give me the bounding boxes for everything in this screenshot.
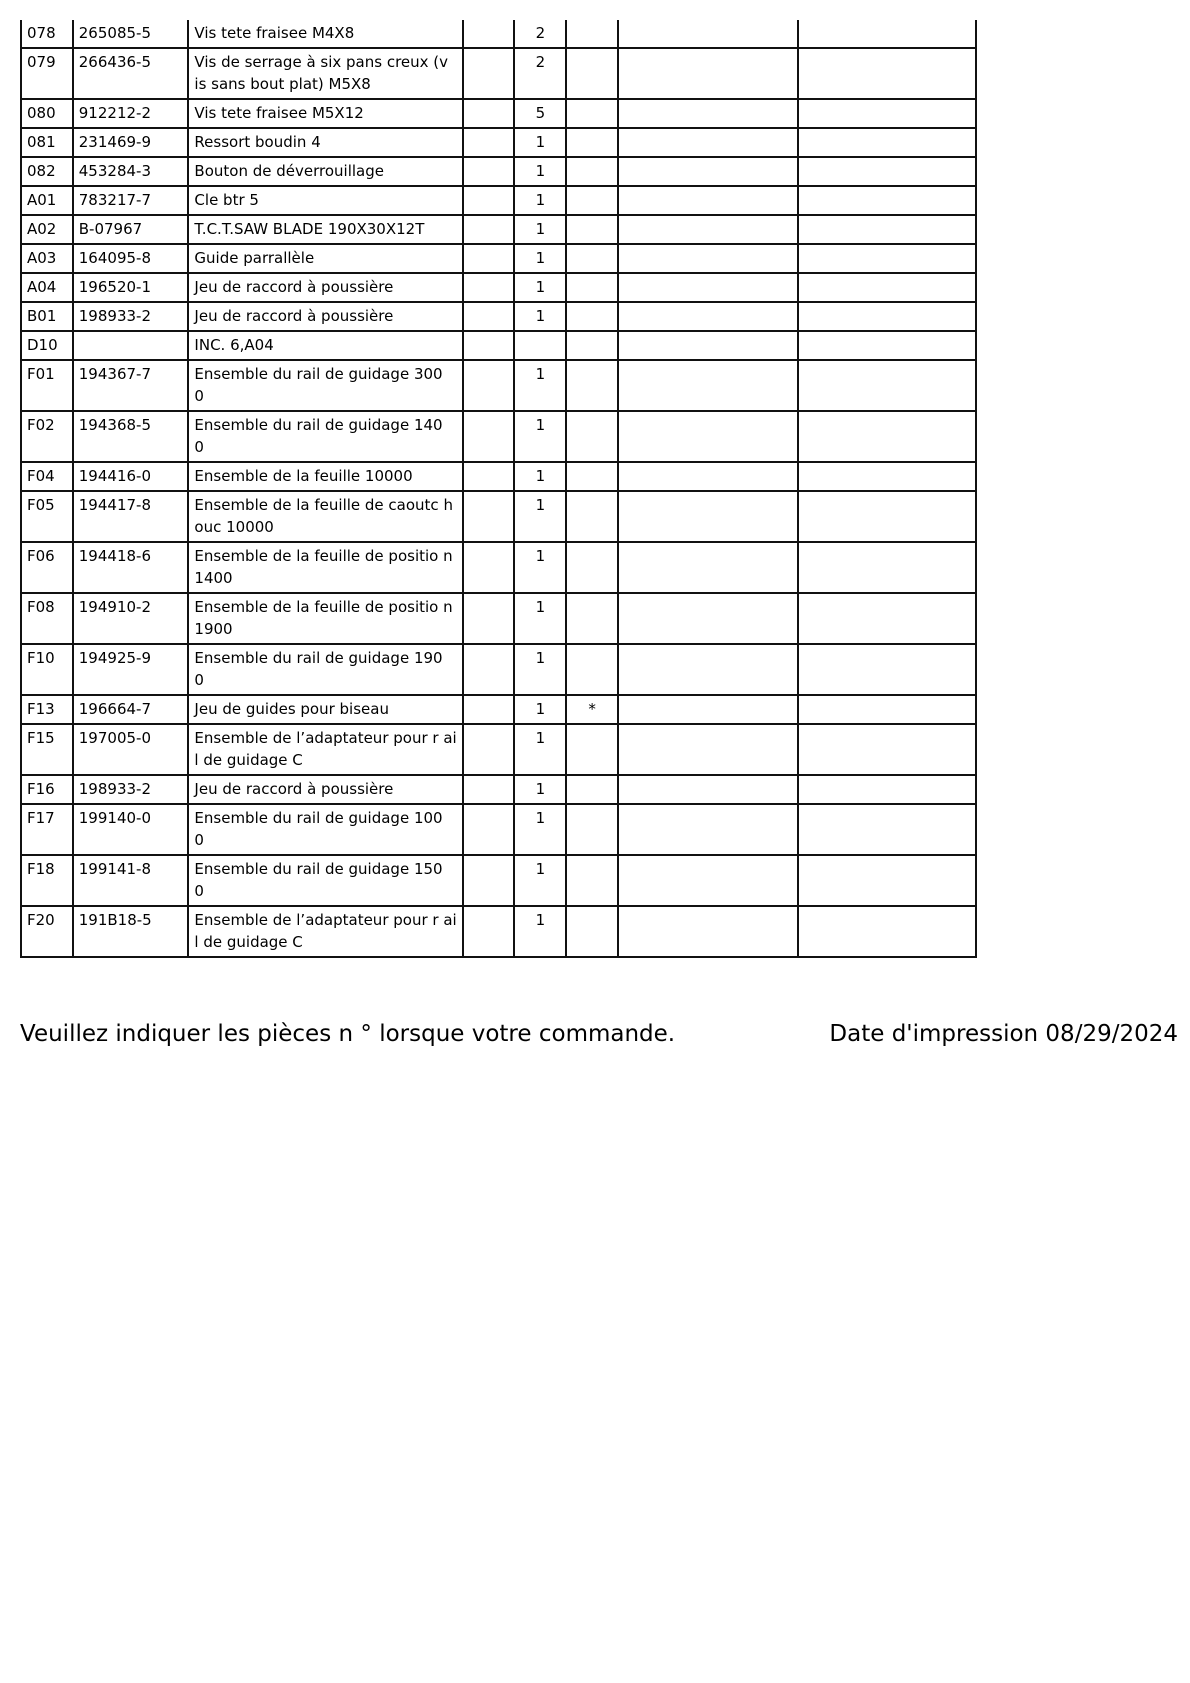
- note-cell: [566, 906, 618, 957]
- quantity-cell: 1: [514, 491, 566, 542]
- note-cell: [566, 542, 618, 593]
- empty-cell: [798, 20, 976, 48]
- note-cell: [566, 244, 618, 273]
- quantity-cell: 1: [514, 695, 566, 724]
- quantity-cell: 2: [514, 20, 566, 48]
- empty-cell: [798, 215, 976, 244]
- part-number-cell: 194418-6: [73, 542, 189, 593]
- table-row: [21, 491, 976, 542]
- item-number-cell: F02: [21, 411, 73, 462]
- note-cell: [566, 724, 618, 775]
- empty-cell: [618, 20, 798, 48]
- note-cell: [566, 775, 618, 804]
- empty-cell: [463, 244, 515, 273]
- empty-cell: [798, 244, 976, 273]
- table-row: [21, 593, 976, 644]
- quantity-cell: 1: [514, 775, 566, 804]
- description-cell: Ressort boudin 4: [188, 128, 462, 157]
- note-cell: [566, 273, 618, 302]
- table-row: [21, 244, 976, 273]
- item-number-cell: 080: [21, 99, 73, 128]
- empty-cell: [798, 157, 976, 186]
- description-cell: INC. 6,A04: [188, 331, 462, 360]
- empty-cell: [798, 99, 976, 128]
- quantity-cell: 5: [514, 99, 566, 128]
- quantity-cell: 1: [514, 244, 566, 273]
- empty-cell: [618, 331, 798, 360]
- description-cell: Jeu de raccord à poussière: [188, 302, 462, 331]
- quantity-cell: 1: [514, 906, 566, 957]
- table-row: [21, 906, 976, 957]
- empty-cell: [463, 331, 515, 360]
- empty-cell: [463, 157, 515, 186]
- empty-cell: [618, 157, 798, 186]
- item-number-cell: A03: [21, 244, 73, 273]
- item-number-cell: F17: [21, 804, 73, 855]
- empty-cell: [618, 593, 798, 644]
- part-number-cell: 231469-9: [73, 128, 189, 157]
- empty-cell: [618, 695, 798, 724]
- empty-cell: [463, 775, 515, 804]
- part-number-cell: 265085-5: [73, 20, 189, 48]
- table-row: [21, 302, 976, 331]
- empty-cell: [618, 644, 798, 695]
- note-cell: [566, 186, 618, 215]
- item-number-cell: F10: [21, 644, 73, 695]
- item-number-cell: F04: [21, 462, 73, 491]
- empty-cell: [798, 644, 976, 695]
- empty-cell: [618, 273, 798, 302]
- empty-cell: [463, 644, 515, 695]
- description-cell: Jeu de raccord à poussière: [188, 775, 462, 804]
- empty-cell: [463, 542, 515, 593]
- note-cell: [566, 215, 618, 244]
- part-number-cell: 196520-1: [73, 273, 189, 302]
- quantity-cell: 1: [514, 804, 566, 855]
- quantity-cell: 1: [514, 593, 566, 644]
- quantity-cell: 1: [514, 644, 566, 695]
- description-cell: Ensemble du rail de guidage 300 0: [188, 360, 462, 411]
- empty-cell: [463, 273, 515, 302]
- part-number-cell: 194925-9: [73, 644, 189, 695]
- item-number-cell: A04: [21, 273, 73, 302]
- table-row: [21, 273, 976, 302]
- empty-cell: [618, 244, 798, 273]
- empty-cell: [798, 695, 976, 724]
- item-number-cell: A01: [21, 186, 73, 215]
- part-number-cell: 453284-3: [73, 157, 189, 186]
- empty-cell: [618, 491, 798, 542]
- quantity-cell: 1: [514, 855, 566, 906]
- item-number-cell: F18: [21, 855, 73, 906]
- empty-cell: [618, 360, 798, 411]
- quantity-cell: 1: [514, 215, 566, 244]
- description-cell: Ensemble de la feuille 10000: [188, 462, 462, 491]
- empty-cell: [618, 906, 798, 957]
- item-number-cell: B01: [21, 302, 73, 331]
- part-number-cell: 199141-8: [73, 855, 189, 906]
- part-number-cell: 197005-0: [73, 724, 189, 775]
- table-row: [21, 804, 976, 855]
- item-number-cell: F16: [21, 775, 73, 804]
- empty-cell: [618, 775, 798, 804]
- empty-cell: [463, 302, 515, 331]
- note-cell: [566, 48, 618, 99]
- description-cell: Ensemble du rail de guidage 100 0: [188, 804, 462, 855]
- item-number-cell: F08: [21, 593, 73, 644]
- footer-print-date: Date d'impression 08/29/2024: [829, 1021, 1178, 1047]
- item-number-cell: F05: [21, 491, 73, 542]
- note-cell: [566, 360, 618, 411]
- quantity-cell: 1: [514, 542, 566, 593]
- empty-cell: [463, 360, 515, 411]
- note-cell: [566, 157, 618, 186]
- item-number-cell: F20: [21, 906, 73, 957]
- quantity-cell: 1: [514, 462, 566, 491]
- description-cell: Jeu de raccord à poussière: [188, 273, 462, 302]
- empty-cell: [463, 20, 515, 48]
- empty-cell: [798, 906, 976, 957]
- note-cell: [566, 411, 618, 462]
- description-cell: Vis tete fraisee M4X8: [188, 20, 462, 48]
- empty-cell: [463, 48, 515, 99]
- quantity-cell: 1: [514, 128, 566, 157]
- table-row: [21, 644, 976, 695]
- quantity-cell: 1: [514, 411, 566, 462]
- quantity-cell: 1: [514, 302, 566, 331]
- empty-cell: [463, 99, 515, 128]
- quantity-cell: 1: [514, 360, 566, 411]
- empty-cell: [618, 411, 798, 462]
- description-cell: Ensemble de l’adaptateur pour r ail de guidage C: [188, 906, 462, 957]
- footer-order-note: Veuillez indiquer les pièces n ° lorsque votre commande.: [20, 1021, 676, 1047]
- empty-cell: [798, 804, 976, 855]
- note-cell: [566, 99, 618, 128]
- description-cell: Bouton de déverrouillage: [188, 157, 462, 186]
- part-number-cell: 196664-7: [73, 695, 189, 724]
- empty-cell: [618, 855, 798, 906]
- empty-cell: [798, 724, 976, 775]
- item-number-cell: F13: [21, 695, 73, 724]
- empty-cell: [798, 593, 976, 644]
- table-row: [21, 186, 976, 215]
- table-row: [21, 331, 976, 360]
- description-cell: Ensemble de la feuille de positio n 1900: [188, 593, 462, 644]
- table-row: [21, 724, 976, 775]
- empty-cell: [618, 215, 798, 244]
- empty-cell: [798, 128, 976, 157]
- empty-cell: [798, 855, 976, 906]
- part-number-cell: 198933-2: [73, 775, 189, 804]
- table-row: [21, 542, 976, 593]
- empty-cell: [618, 302, 798, 331]
- empty-cell: [463, 491, 515, 542]
- description-cell: Ensemble du rail de guidage 140 0: [188, 411, 462, 462]
- empty-cell: [618, 128, 798, 157]
- note-cell: [566, 462, 618, 491]
- part-number-cell: B-07967: [73, 215, 189, 244]
- description-cell: Ensemble de la feuille de positio n 1400: [188, 542, 462, 593]
- empty-cell: [463, 804, 515, 855]
- empty-cell: [618, 724, 798, 775]
- note-cell: [566, 644, 618, 695]
- note-cell: [566, 331, 618, 360]
- quantity-cell: 1: [514, 157, 566, 186]
- empty-cell: [798, 273, 976, 302]
- empty-cell: [798, 542, 976, 593]
- description-cell: Vis de serrage à six pans creux (v is sans bout plat) M5X8: [188, 48, 462, 99]
- empty-cell: [798, 48, 976, 99]
- part-number-cell: 194417-8: [73, 491, 189, 542]
- table-row: [21, 215, 976, 244]
- item-number-cell: A02: [21, 215, 73, 244]
- empty-cell: [618, 186, 798, 215]
- description-cell: Guide parrallèle: [188, 244, 462, 273]
- table-row: [21, 411, 976, 462]
- note-cell: [566, 491, 618, 542]
- item-number-cell: 078: [21, 20, 73, 48]
- quantity-cell: 1: [514, 273, 566, 302]
- parts-table-body: [21, 20, 976, 957]
- note-cell: [566, 804, 618, 855]
- empty-cell: [463, 593, 515, 644]
- empty-cell: [463, 724, 515, 775]
- note-cell: [566, 20, 618, 48]
- part-number-cell: 194416-0: [73, 462, 189, 491]
- part-number-cell: 199140-0: [73, 804, 189, 855]
- table-row: [21, 855, 976, 906]
- empty-cell: [798, 462, 976, 491]
- table-row: [21, 462, 976, 491]
- table-row: [21, 48, 976, 99]
- part-number-cell: 912212-2: [73, 99, 189, 128]
- part-number-cell: 194910-2: [73, 593, 189, 644]
- empty-cell: [618, 804, 798, 855]
- empty-cell: [798, 491, 976, 542]
- part-number-cell: [73, 331, 189, 360]
- part-number-cell: 783217-7: [73, 186, 189, 215]
- empty-cell: [798, 360, 976, 411]
- empty-cell: [463, 462, 515, 491]
- item-number-cell: F15: [21, 724, 73, 775]
- table-row: [21, 695, 976, 724]
- description-cell: Vis tete fraisee M5X12: [188, 99, 462, 128]
- empty-cell: [463, 695, 515, 724]
- description-cell: Ensemble de l’adaptateur pour r ail de guidage C: [188, 724, 462, 775]
- empty-cell: [618, 542, 798, 593]
- note-cell: [566, 302, 618, 331]
- description-cell: Ensemble de la feuille de caoutc houc 10000: [188, 491, 462, 542]
- empty-cell: [618, 99, 798, 128]
- empty-cell: [798, 411, 976, 462]
- table-row: [21, 20, 976, 48]
- part-number-cell: 194368-5: [73, 411, 189, 462]
- quantity-cell: 1: [514, 186, 566, 215]
- part-number-cell: 191B18-5: [73, 906, 189, 957]
- item-number-cell: D10: [21, 331, 73, 360]
- description-cell: Ensemble du rail de guidage 150 0: [188, 855, 462, 906]
- item-number-cell: 082: [21, 157, 73, 186]
- table-row: [21, 360, 976, 411]
- empty-cell: [463, 906, 515, 957]
- empty-cell: [463, 128, 515, 157]
- item-number-cell: F01: [21, 360, 73, 411]
- table-row: [21, 128, 976, 157]
- table-row: [21, 775, 976, 804]
- empty-cell: [463, 186, 515, 215]
- quantity-cell: [514, 331, 566, 360]
- quantity-cell: 1: [514, 724, 566, 775]
- part-number-cell: 198933-2: [73, 302, 189, 331]
- description-cell: Ensemble du rail de guidage 190 0: [188, 644, 462, 695]
- empty-cell: [463, 215, 515, 244]
- description-cell: Cle btr 5: [188, 186, 462, 215]
- quantity-cell: 2: [514, 48, 566, 99]
- item-number-cell: 079: [21, 48, 73, 99]
- part-number-cell: 164095-8: [73, 244, 189, 273]
- table-row: [21, 157, 976, 186]
- empty-cell: [798, 302, 976, 331]
- note-cell: [566, 855, 618, 906]
- description-cell: Jeu de guides pour biseau: [188, 695, 462, 724]
- description-cell: T.C.T.SAW BLADE 190X30X12T: [188, 215, 462, 244]
- part-number-cell: 194367-7: [73, 360, 189, 411]
- part-number-cell: 266436-5: [73, 48, 189, 99]
- empty-cell: [463, 411, 515, 462]
- note-cell: [566, 128, 618, 157]
- note-cell: [566, 593, 618, 644]
- empty-cell: [618, 48, 798, 99]
- empty-cell: [798, 186, 976, 215]
- item-number-cell: F06: [21, 542, 73, 593]
- empty-cell: [798, 331, 976, 360]
- empty-cell: [463, 855, 515, 906]
- item-number-cell: 081: [21, 128, 73, 157]
- table-row: [21, 99, 976, 128]
- note-cell: *: [566, 695, 618, 724]
- empty-cell: [798, 775, 976, 804]
- parts-table: [20, 20, 977, 958]
- empty-cell: [618, 462, 798, 491]
